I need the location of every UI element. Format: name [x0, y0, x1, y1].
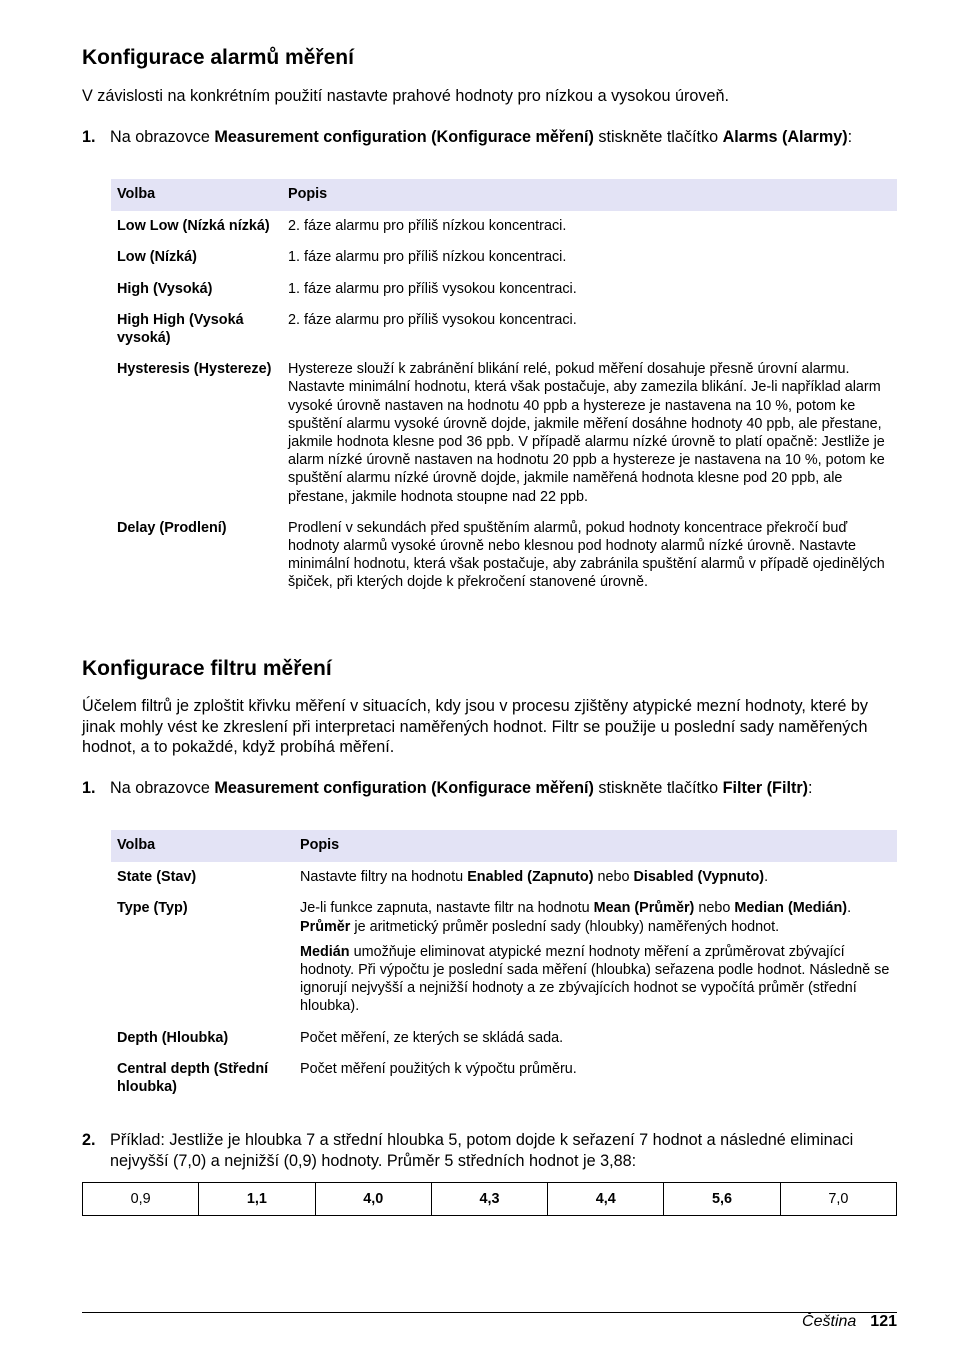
column-header-description: Popis	[294, 830, 897, 862]
option-label: High High (Vysoká vysoká)	[117, 311, 244, 347]
option-label: Low (Nízká)	[117, 249, 197, 266]
option-description: 1. fáze alarmu pro příliš vysokou koncentraci.	[288, 280, 577, 297]
footer-language: Čeština	[802, 1313, 857, 1330]
table-row	[111, 242, 897, 273]
example-text: Příklad: Jestliže je hloubka 7 a střední hloubka 5, potom dojde k seřazení 7 hodnot a následné eliminaci nejvyšší (7,0) a nejnižší (0,9) hodnoty. Průměr 5 středních hodnot je 3,88:	[110, 1131, 854, 1170]
value-cell: 0,9	[83, 1183, 199, 1216]
alarms-intro: V závislosti na konkrétním použití nastavte prahové hodnoty pro nízkou a vysokou úroveň.	[82, 87, 729, 105]
option-description: Nastavte filtry na hodnotu Enabled (Zapnuto) nebo Disabled (Vypnuto).	[300, 869, 769, 886]
option-description: Počet měření použitých k výpočtu průměru.	[300, 1060, 577, 1077]
option-label: Depth (Hloubka)	[117, 1029, 229, 1046]
table-row	[111, 513, 897, 599]
table-row	[111, 893, 897, 1022]
option-label: Central depth (Střední hloubka)	[117, 1060, 269, 1096]
option-description: Počet měření, ze kterých se skládá sada.	[300, 1029, 564, 1046]
column-header-description: Popis	[282, 179, 897, 211]
page-footer	[802, 1313, 897, 1331]
alarms-button-name: Alarms (Alarmy)	[722, 128, 848, 146]
table-row	[111, 862, 897, 893]
table-header-row	[111, 830, 897, 862]
table-row	[111, 305, 897, 354]
step-number: 1.	[82, 779, 96, 797]
table-row	[111, 1023, 897, 1054]
filter-button-name: Filter (Filtr)	[722, 779, 809, 797]
column-header-option: Volba	[111, 830, 294, 862]
page-number: 121	[870, 1313, 897, 1330]
option-description: Hystereze slouží k zabránění blikání relé, pokud měření dosahuje přesně úrovní alarmu. Nastavte minimální hodnotu, která však postačuje, aby zamezila blikání. Je-li například alarm vysoké úrovně nastaven na hodnotu 40 ppb a hystereze je nastavena na 10 %, potom ke spuštění alarmu vysoké úrovně dojde, jakmile měření dosáhne hodnoty 40 ppb, ale přestane, jakmile hodnota klesne pod 36 ppb. V případě alarmu nízké úrovně to platí opačně: Jestliže je alarm nízké úrovně nastaven na hodnotu 20 ppb a hystereze je nastavena na 10 %, potom ke spuštění alarmu nízké úrovně dojde, jakmile naměřená hodnota klesne pod 20 ppb, ale přestane, jakmile hodnota stoupne nad 22 ppb.	[288, 361, 885, 505]
table-row	[111, 211, 897, 242]
mean-term: Průměr	[300, 918, 351, 935]
option-label: State (Stav)	[117, 869, 197, 886]
option-description: Prodlení v sekundách před spuštěním alarmů, pokud hodnoty koncentrace překročí buď hodnoty alarmů vysoké úrovně nebo klesnou pod hodnoty alarmů nízké úrovně. Nastavte minimální hodnotu, která však postačuje, aby zabránila spuštění alarmů v případě ojedinělých špiček, při kterých dojde k překročení stanovené úrovně.	[288, 519, 885, 591]
table-row	[111, 1054, 897, 1103]
median-term: Medián	[300, 943, 350, 960]
option-label: Type (Typ)	[117, 900, 188, 917]
screen-name: Measurement configuration (Konfigurace měření)	[214, 128, 594, 146]
table-header-row	[111, 179, 897, 211]
filter-step-1: 1. Na obrazovce Measurement configuration (Konfigurace měření) stiskněte tlačítko Filter (Filtr):	[82, 779, 813, 797]
step-number: 1.	[82, 128, 96, 146]
option-description: 2. fáze alarmu pro příliš nízkou koncentraci.	[288, 218, 567, 235]
value-cell: 1,1	[199, 1183, 315, 1216]
footer-divider	[82, 1312, 897, 1313]
filter-intro: Účelem filtrů je zploštit křivku měření v situacích, kdy jsou v procesu zjištěny atypické mezní hodnoty, které by jinak mohly vést ke zkreslení při interpretaci naměřených hodnot. Filtr se použije u poslední sady naměřených hodnot, a to pokaždé, když probíhá měření.	[82, 697, 869, 756]
option-description: 2. fáze alarmu pro příliš vysokou koncentraci.	[288, 311, 577, 328]
screen-name: Measurement configuration (Konfigurace měření)	[214, 779, 594, 797]
column-header-option: Volba	[111, 179, 282, 211]
option-description: Je-li funkce zapnuta, nastavte filtr na hodnotu Mean (Průměr) nebo Median (Medián). Průměr je aritmetický průměr poslední sady (hloubky) naměřených hodnot. Medián umožňuje eliminovat atypické mezní hodnoty měření a zprůměrovat zbývající hodnoty. Při výpočtu je poslední sada měření (hloubka) seřazena podle hodnot. Následně se ignorují nejvyšší a nejnižší hodnoty a ze zbývajících hodnot se vypočítá průměr (střední hloubka).	[300, 900, 890, 1015]
value-cell: 7,0	[780, 1183, 896, 1216]
option-label: Hysteresis (Hystereze)	[117, 361, 272, 378]
table-row	[83, 1183, 897, 1216]
option-label: Low Low (Nízká nízká)	[117, 218, 270, 235]
filter-step-2	[82, 1130, 897, 1171]
table-row	[111, 354, 897, 513]
section-title-alarms: Konfigurace alarmů měření	[82, 46, 354, 69]
value-cell: 4,3	[431, 1183, 547, 1216]
option-description: 1. fáze alarmu pro příliš nízkou koncentraci.	[288, 249, 567, 266]
option-label: High (Vysoká)	[117, 280, 213, 297]
example-values-table	[82, 1182, 897, 1216]
option-label: Delay (Prodlení)	[117, 519, 227, 536]
value-cell: 4,4	[548, 1183, 664, 1216]
alarms-step-1: 1. Na obrazovce Measurement configuration (Konfigurace měření) stiskněte tlačítko Alarms (Alarmy):	[82, 128, 853, 146]
value-cell: 4,0	[315, 1183, 431, 1216]
table-row	[111, 274, 897, 305]
alarms-options-table	[111, 179, 897, 599]
value-cell: 5,6	[664, 1183, 780, 1216]
filter-options-table	[111, 830, 897, 1103]
step-number: 2.	[82, 1131, 96, 1149]
section-title-filter: Konfigurace filtru měření	[82, 657, 332, 680]
